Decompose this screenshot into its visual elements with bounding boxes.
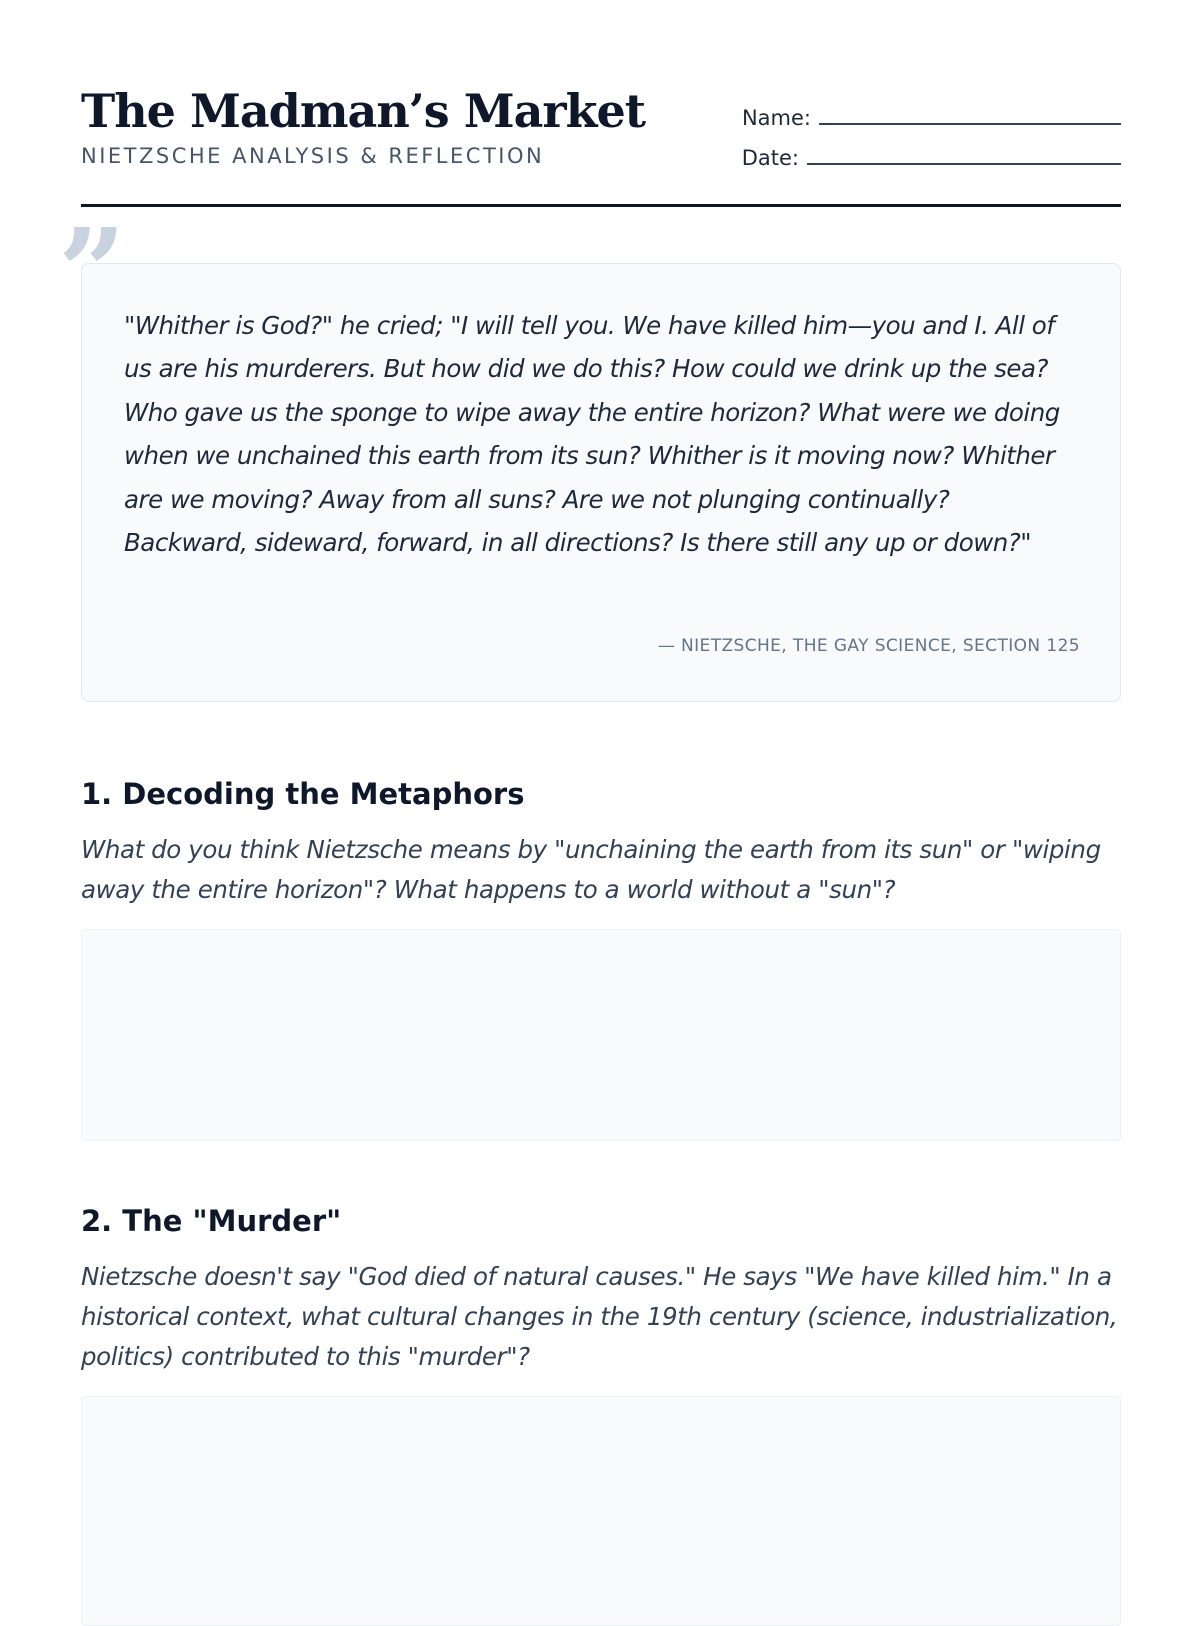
question-2 [81, 1203, 1121, 1377]
name-input-line[interactable] [819, 122, 1121, 125]
question-1 [81, 776, 1121, 910]
quote-citation: — NIETZSCHE, THE GAY SCIENCE, SECTION 125 [657, 636, 1080, 656]
question-1-prompt: What do you think Nietzsche means by "unchaining the earth from its sun" or "wiping away the entire horizon"? What happens to a world without a "sun"? [81, 835, 1101, 904]
question-2-heading: 2. The "Murder" [81, 1204, 342, 1238]
worksheet-header [81, 0, 1121, 207]
quote-block [81, 263, 1121, 702]
answer-area-1[interactable] [81, 929, 1121, 1141]
quote-text: "Whither is God?" he cried; "I will tell you. We have killed him—you and I. All of us are his murderers. But how did we do this? How could we drink up the sea? Who gave us the sponge to wipe away the entire horizon? What were we doing when we unchained this earth from its sun? Whither is it moving now? Whither are we moving? Away from all suns? Are we not plunging continually? Backward, sideward, forward, in all directions? Is there still any up or down?" [124, 311, 1060, 558]
date-field[interactable] [742, 146, 1121, 170]
question-1-heading: 1. Decoding the Metaphors [81, 777, 525, 811]
name-label: Name: [741, 106, 811, 130]
page-subtitle: NIETZSCHE ANALYSIS & REFLECTION [81, 144, 545, 168]
quote-mark-icon: ” [58, 202, 126, 341]
date-label: Date: [741, 146, 799, 170]
name-field[interactable] [742, 106, 1121, 130]
worksheet-page [81, 0, 1121, 207]
answer-area-2[interactable] [81, 1396, 1121, 1626]
question-2-prompt: Nietzsche doesn't say "God died of natural causes." He says "We have killed him." In a historical context, what cultural changes in the 19th century (science, industrialization, politics) contributed to this "murder"? [81, 1262, 1118, 1371]
date-input-line[interactable] [807, 162, 1121, 165]
page-title: The Madman’s Market [81, 84, 646, 138]
